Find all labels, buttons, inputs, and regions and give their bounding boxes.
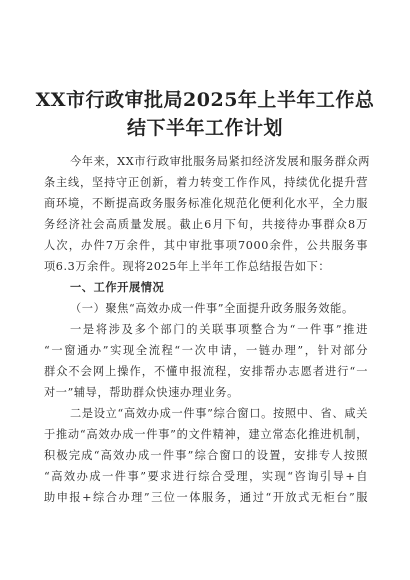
- paragraph-line: “一窗通办”实现全流程“一次申请，一链办理”，针对部分: [44, 344, 368, 357]
- paragraph-line: 项6.3万余件。现将2025年上半年工作总结报告如下：: [44, 260, 331, 273]
- paragraph-line: 对一”辅导，帮助群众快速办理业务。: [44, 386, 239, 399]
- document-title-line-1: XX市行政审批局2025年上半年工作总: [35, 89, 375, 111]
- paragraph-line: 今年来，XX市行政审批服务局紧扣经济发展和服务群众两: [70, 155, 371, 168]
- paragraph-line: 于推动“高效办成一件事”的文件精神，建立常态化推进机制，: [44, 428, 368, 441]
- paragraph-line: 积极完成“高效办成一件事”综合窗口的设置，安排专人按照: [44, 449, 368, 462]
- paragraph-line: 二是设立“高效办成一件事”综合窗口。按照中、省、咸关: [70, 407, 368, 420]
- paragraph-line: 条主线，坚持守正创新，着力转变工作作风，持续优化提升营: [44, 176, 368, 189]
- paragraph-line: “高效办成一件事”要求进行综合受理，实现“咨询引导+自: [44, 470, 368, 483]
- section-heading: 一、工作开展情况: [70, 281, 165, 294]
- paragraph-line: 一是将涉及多个部门的关联事项整合为“一件事”推进: [70, 323, 368, 336]
- document-title-line-2: 结下半年工作计划: [126, 117, 283, 139]
- paragraph-line: 务经济社会高质量发展。截止6月下旬，共接待办事群众8万: [44, 218, 368, 231]
- paragraph-line: 商环境，不断提高政务服务标准化规范化便利化水平，全力服: [44, 197, 368, 210]
- subsection-heading: （一）聚焦“高效办成一件事”全面提升政务服务效能。: [70, 302, 354, 315]
- paragraph-line: 群众不会网上操作，不懂申报流程，安排帮办志愿者进行“一: [44, 365, 368, 378]
- paragraph-line: 助申报+综合办理”三位一体服务，通过“开放式无柜台”服: [44, 491, 368, 504]
- paragraph-line: 人次，办件7万余件，其中审批事项7000余件，公共服务事: [44, 239, 368, 252]
